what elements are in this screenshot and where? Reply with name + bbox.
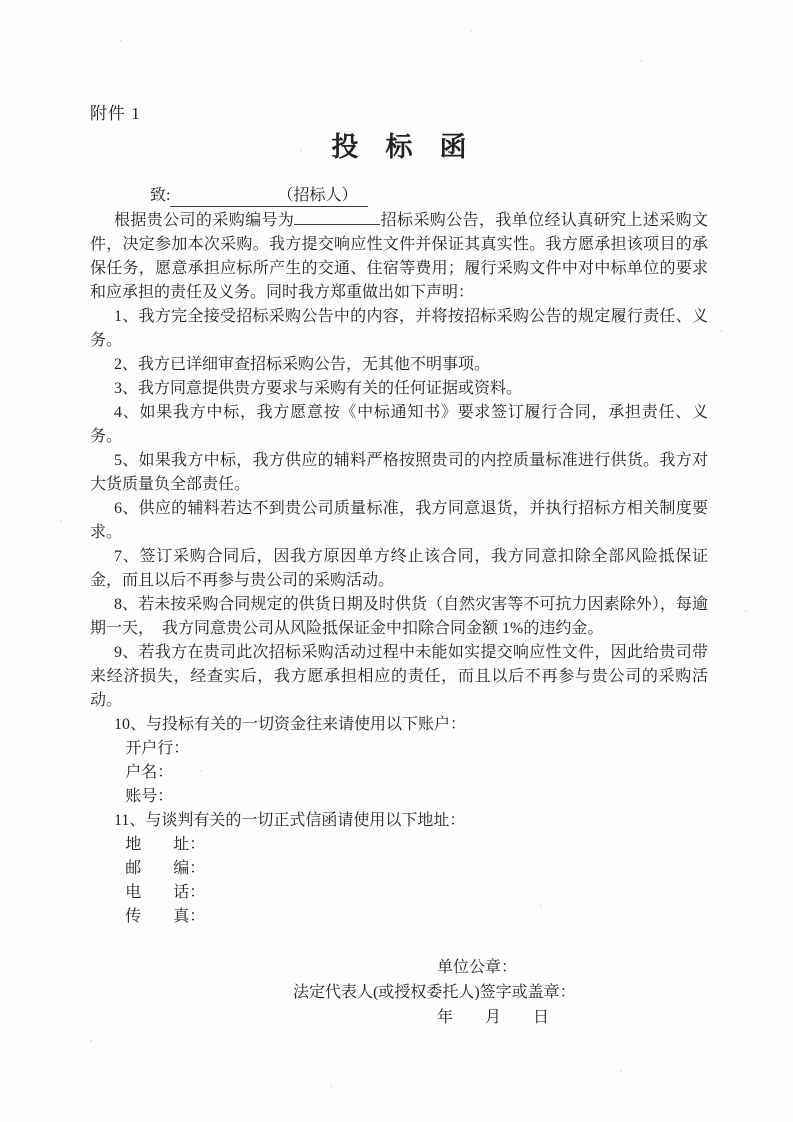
bank-name-field: 开户行：: [125, 740, 190, 757]
intro-paragraph: [90, 208, 708, 305]
declaration-item-1: 1、我方完全接受招标采购公告中的内容，并将按招标采购公告的规定履行责任、义务。: [90, 308, 708, 349]
account-name-field: 户名：: [125, 764, 174, 781]
declaration-item-11: 11、与谈判有关的一切正式信函请使用以下地址：: [114, 812, 466, 829]
declaration-item-6: 6、供应的辅料若达不到贵公司质量标准，我方同意退货，并执行招标方相关制度要求。: [90, 500, 708, 541]
address-field: 地 址：: [125, 836, 206, 853]
fax-field: 传 真：: [125, 908, 206, 925]
account-number-field: 账号：: [125, 788, 174, 805]
intro-before-blank: 根据贵公司的采购编号为: [114, 212, 295, 229]
document-title: 投 标 函: [331, 132, 467, 162]
declaration-item-8: 8、若未按采购合同规定的供货日期及时供货（自然灾害等不可抗力因素除外），每逾期一天， 我方同意贵公司从风险抵保证金中扣除合同金额 1%的违约金。: [90, 596, 708, 637]
procurement-number-blank: [294, 208, 380, 225]
declaration-item-4: 4、如果我方中标，我方愿意按《中标通知书》要求签订履行合同，承担责任、义务。: [90, 404, 708, 445]
declaration-item-9: 9、若我方在贵司此次招标采购活动过程中未能如实提交响应性文件，因此给贵司带来经济损失，经查实后，我方愿承担相应的责任，而且以后不再参与贵公司的采购活动。: [90, 644, 708, 709]
declaration-item-10: 10、与投标有关的一切资金往来请使用以下账户：: [114, 716, 467, 733]
attachment-label: 附件 1: [90, 104, 141, 123]
intro-after-blank: 招标采购公告，我单位经认真研究上述采购文件，决定参加本次采购。我方提交响应性文件并保证其真实性。我方愿承担该项目的承保任务，愿意承担应标所产生的交通、住宿等费用；履行采购文件中对中标单位的要求和应承担的责任及义务。同时我方郑重做出如下声明：: [90, 212, 708, 301]
scan-noise: [0, 0, 2, 2]
date-label: 年 月 日: [437, 1009, 550, 1026]
legal-representative-signature-label: 法定代表人(或授权委托人)签字或盖章：: [293, 984, 576, 1001]
postal-code-field: 邮 编：: [125, 860, 206, 877]
phone-field: 电 话：: [125, 884, 206, 901]
recipient-hint: （招标人）: [277, 187, 358, 204]
declaration-item-3: 3、我方同意提供贵方要求与采购有关的任何证据或资料。: [114, 380, 523, 397]
company-seal-label: 单位公章：: [437, 959, 518, 976]
recipient-underline: [170, 186, 368, 207]
declaration-item-2: 2、我方已详细审查招标采购公告，无其他不明事项。: [114, 356, 491, 373]
signature-block: [90, 955, 708, 1030]
document-content: [90, 102, 708, 1030]
declaration-item-5: 5、如果我方中标，我方供应的辅料严格按照贵司的内控质量标准进行供货。我方对大货质量负全部责任。: [90, 452, 708, 493]
salutation-prefix: 致:: [150, 187, 171, 204]
declaration-item-7: 7、签订采购合同后，因我方原因单方终止该合同，我方同意扣除全部风险抵保证金，而且以后不再参与贵公司的采购活动。: [90, 548, 708, 589]
salutation-line: [150, 184, 708, 208]
